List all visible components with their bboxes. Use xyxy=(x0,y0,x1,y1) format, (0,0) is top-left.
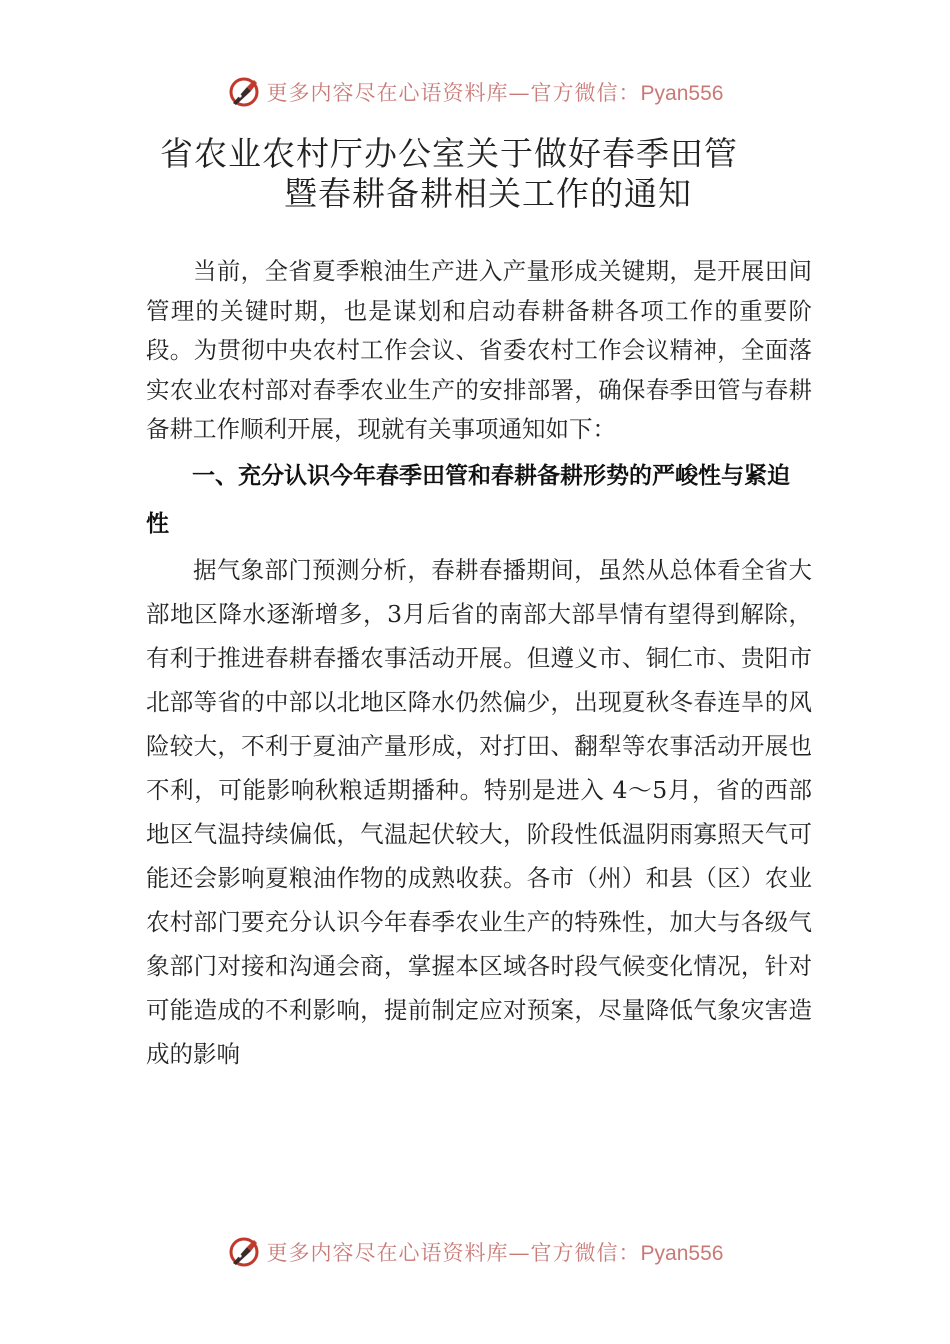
header-banner-text xyxy=(267,77,724,107)
header-banner-handle: Pyan556 xyxy=(640,82,724,105)
footer-banner-handle: Pyan556 xyxy=(640,1242,724,1265)
footer-banner xyxy=(0,1232,950,1272)
footer-banner-text xyxy=(267,1237,724,1267)
pen-nib-logo-icon xyxy=(227,75,261,109)
document-body xyxy=(146,252,812,1076)
footer-banner-label: 更多内容尽在心语资料库—官方微信： xyxy=(266,1241,641,1265)
pen-nib-logo-icon xyxy=(227,1235,261,1269)
document-title-line2: 暨春耕备耕相关工作的通知 xyxy=(284,174,692,213)
section-heading-1: 一、充分认识今年春季田管和春耕备耕形势的严峻性与紧迫性 xyxy=(146,462,790,537)
header-banner xyxy=(0,72,950,112)
intro-paragraph: 当前，全省夏季粮油生产进入产量形成关键期，是开展田间管理的关键时期，也是谋划和启动春耕备耕各项工作的重要阶段。为贯彻中央农村工作会议、省委农村工作会议精神，全面落实农业农村部对春季农业生产的安排部署，确保春季田管与春耕备耕工作顺利开展，现就有关事项通知如下： xyxy=(146,257,812,443)
document-title-line1: 省农业农村厅办公室关于做好春季田管 xyxy=(160,134,738,173)
section-1-paragraph: 据气象部门预测分析，春耕春播期间，虽然从总体看全省大部地区降水逐渐增多，3月后省的南部大部旱情有望得到解除，有利于推进春耕春播农事活动开展。但遵义市、铜仁市、贵阳市北部等省的中部以北地区降水仍然偏少，出现夏秋冬春连旱的风险较大，不利于夏油产量形成，对打田、翻犁等农事活动开展也不利，可能影响秋粮适期播种。特别是进入 4～5月，省的西部地区气温持续偏低，气温起伏较大，阶段性低温阴雨寡照天气可能还会影响夏粮油作物的成熟收获。各市（州）和县（区）农业农村部门要充分认识今年春季农业生产的特殊性，加大与各级气象部门对接和沟通会商，掌握本区域各时段气候变化情况，针对可能造成的不利影响，提前制定应对预案，尽量降低气象灾害造成的影响 xyxy=(146,555,812,1068)
header-banner-label: 更多内容尽在心语资料库—官方微信： xyxy=(266,81,641,105)
